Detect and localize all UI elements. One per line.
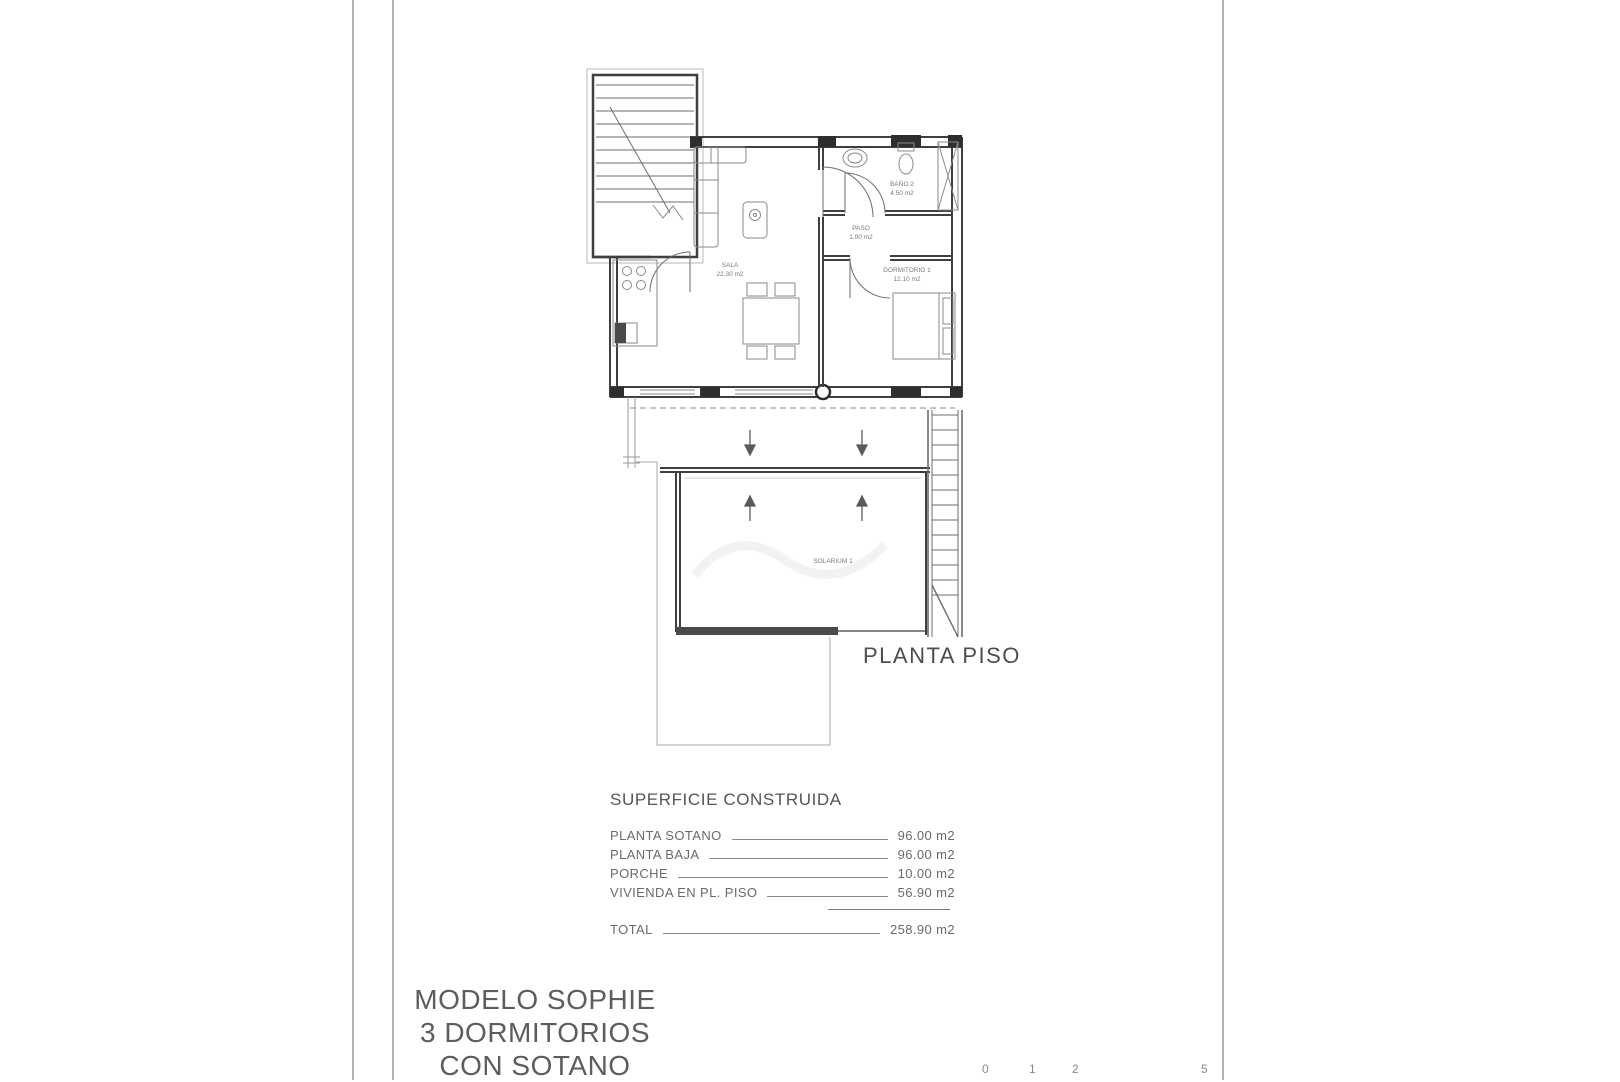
surface-table [610,790,955,937]
exterior-stair [928,410,962,637]
scale-bar [0,1062,1620,1080]
total-value: 258.90 m2 [889,922,955,937]
row-label: PLANTA BAJA [610,847,700,862]
total-row [610,918,955,937]
solarium-arrows [745,496,867,521]
dining-set [743,283,799,359]
row-value: 96.00 m2 [897,847,955,862]
scale-tick-0: 0 [982,1062,989,1076]
column-circle [816,385,830,399]
terrace-band [623,397,955,468]
stair-block-wall [593,75,697,257]
side-table [743,202,767,238]
room-label-paso: PASO [852,225,870,232]
wall-pillars [610,135,962,397]
room-area-sala: 22.30 m2 [716,271,744,278]
sheet-border-left-inner [392,0,394,1080]
row-value: 56.90 m2 [897,885,955,900]
model-caption-line3: CON SOTANO [439,1050,631,1081]
plan-title: PLANTA PISO [863,643,1021,668]
table-row [610,862,955,881]
kitchen-counter [613,260,657,346]
total-label: TOTAL [610,922,653,937]
row-label: PORCHE [610,866,669,881]
bed [893,293,955,359]
table-row [610,881,955,900]
row-leader-line [709,848,887,859]
room-label-sala: SALA [721,262,739,269]
lower-floor-projection [635,462,830,745]
solarium-walls [660,468,930,635]
scale-tick-1: 1 [1029,1062,1036,1076]
surface-table-title: SUPERFICIE CONSTRUIDA [610,790,842,809]
sheet-border-right [1222,0,1224,1080]
room-area-paso: 1.00 m2 [849,234,873,241]
stair-treads [596,85,694,220]
row-value: 10.00 m2 [897,866,955,881]
room-label-solarium: SOLARIUM 1 [813,558,853,565]
table-row [610,843,955,862]
scale-tick-5: 5 [1201,1062,1208,1076]
room-area-bano: 4.50 m2 [890,190,914,197]
door-arcs [823,167,890,298]
windows [640,390,813,394]
room-label-bano: BAÑO 2 [890,181,914,188]
row-leader-line [663,923,880,934]
row-leader-line [678,867,888,878]
sheet-border-left-outer [352,0,354,1080]
room-area-dormitorio: 12.10 m2 [893,276,921,283]
watermark [695,545,885,575]
row-label: PLANTA SOTANO [610,828,722,843]
model-caption-line2: 3 DORMITORIOS [419,1017,650,1048]
row-leader-line [732,829,888,840]
sum-line [828,909,950,910]
scale-tick-2: 2 [1072,1062,1079,1076]
row-label: VIVIENDA EN PL. PISO [610,885,758,900]
room-label-dormitorio: DORMITORIO 1 [883,267,931,274]
row-leader-line [767,886,887,897]
table-row [610,824,955,843]
row-value: 96.00 m2 [897,828,955,843]
sofa [694,147,746,247]
model-caption-line1: MODELO SOPHIE [414,984,656,1015]
